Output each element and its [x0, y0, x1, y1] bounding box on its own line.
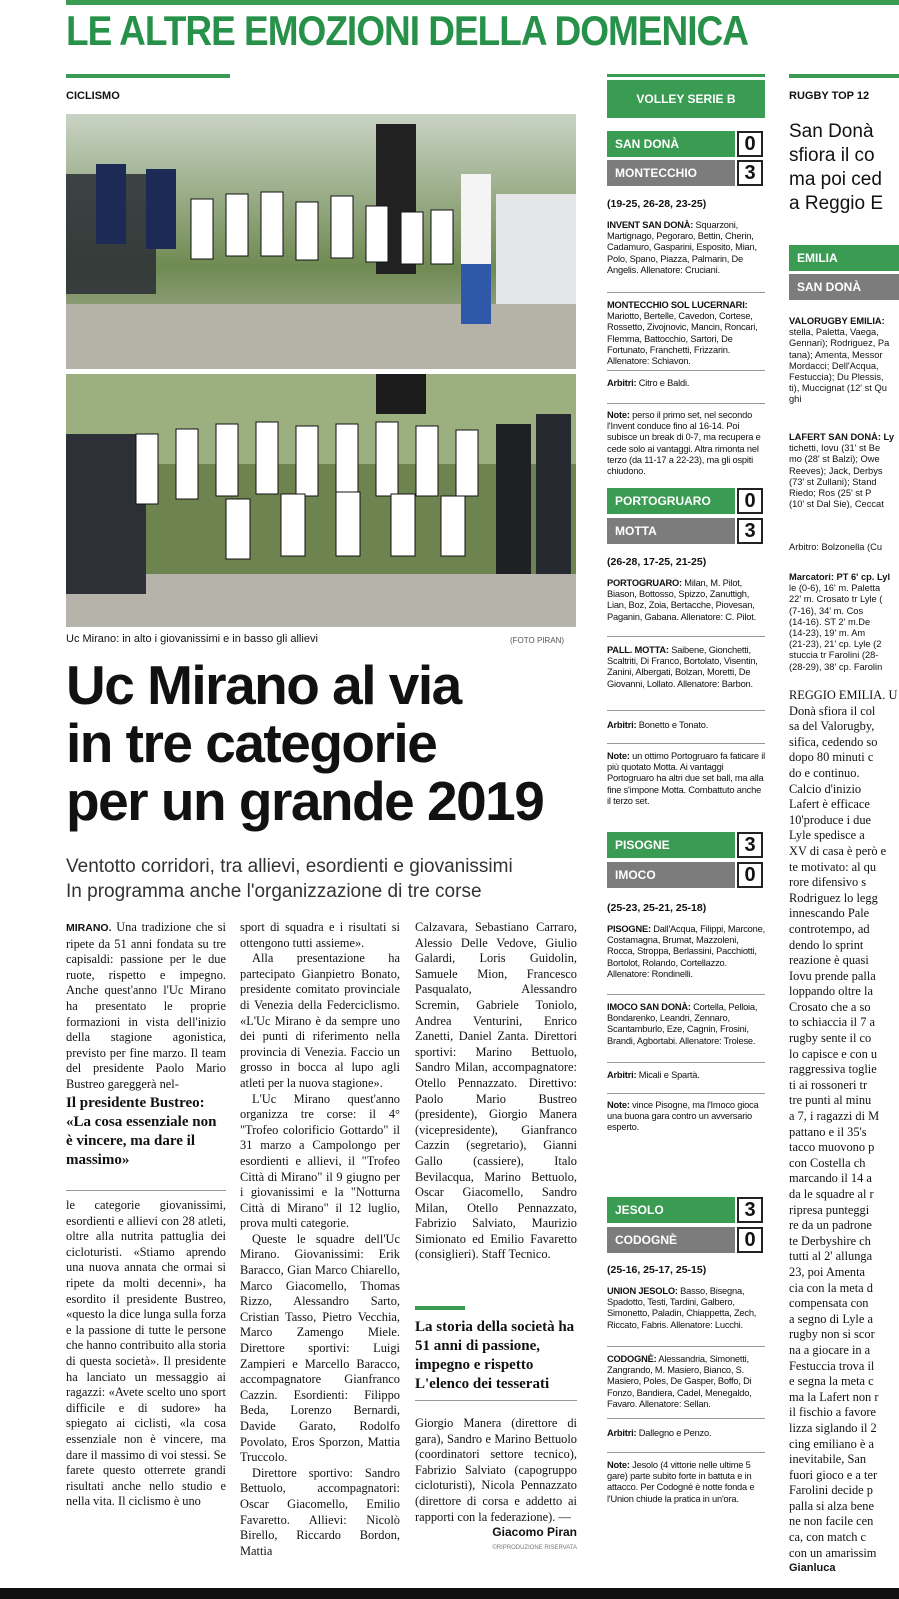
match-3-home: PISOGNE [607, 832, 735, 858]
match-1-home-score: 0 [737, 131, 763, 157]
rugby-home: EMILIA [789, 245, 899, 271]
rugby-text-line: ripresa punteggi [789, 1202, 870, 1217]
divider [607, 1452, 765, 1453]
rugby-text-line: Mordacci; Dell'Acqua, [789, 360, 879, 371]
rugby-text-line: inevitabile, San [789, 1452, 867, 1467]
rugby-text-line: (14-23), 19' m. Am [789, 628, 866, 639]
rugby-text-line: tutti al 2' allunga [789, 1249, 873, 1264]
match-2-team2: PALL. MOTTA: Saibene, Gionchetti, Scaltriti, Di Franco, Bortolato, Visentin, Zanini, Albergati, Bolzan, Moretti, De Giovanni, Lollato. Allenatore: Barbon. [607, 645, 758, 689]
match-3-note: Note: vince Pisogne, ma l'Imoco gioca una buona gara contro un avversario esperto. [607, 1100, 759, 1133]
headline-line-1: Uc Mirano al via [66, 654, 461, 716]
rugby-text-line: do e continuo. [789, 765, 860, 780]
subhead-line-1: Ventotto corridori, tra allievi, esordienti e giovanissimi [66, 856, 513, 877]
article-paragraph: Giorgio Manera (direttore di gara), Sandro e Marino Bettuolo (coordinatori settore tecnico), Fabrizio Salviato (capogruppo cicloturisti), Nicola Pennazzato (direttore di corsa e addetto ai rapporti con la federazione). — [415, 1416, 577, 1524]
rugby-text-line: to schiaccia il 7 a [789, 1015, 876, 1030]
rugby-text-line: lo capisce e con u [789, 1046, 878, 1061]
article-column-1b [66, 1198, 226, 1510]
rugby-text-line: Riedo; Ros (25' st P [789, 488, 872, 499]
rugby-text-line: sa del Valorugby, [789, 719, 875, 734]
match-1-home: SAN DONÀ [607, 131, 735, 157]
rugby-text-line: mo (28' st Balzi); Owe [789, 454, 880, 465]
match-4-away: CODOGNÈ [607, 1227, 735, 1253]
article-paragraph: Direttore sportivo: Sandro Bettuolo, accompagnatori: Oscar Giacomello, Emilio Favaretto. Allievi: Nicolò Birello, Riccardo Bordon, Mattia [240, 1465, 400, 1558]
match-1-team2: MONTECCHIO SOL LUCERNARI: Mariotto, Bertelle, Cavedon, Cortese, Rossetto, Zivojnovic, Mancin, Roncari, Flemma, Battocchio, Sartori, De Fortunato, Franchetti, Frizzarin. Allenatore: Schiavon. [607, 300, 758, 367]
copyright-note: ©RIPRODUZIONE RISERVATA [492, 1544, 577, 1551]
article-paragraph: L'Uc Mirano quest'anno organizza tre corse: il 4° "Trofeo colorificio Gottardo" il 31 marzo a Campolongo per esordienti e allievi, il "Trofeo Città di Mirano" il 9 giugno per i giovanissimi e la "Notturna Città di Mirano" il 12 luglio, prova multi categorie. [240, 1091, 400, 1231]
subhead-line-2: In programma anche l'organizzazione di tre corse [66, 881, 482, 902]
match-3-home-score: 3 [737, 832, 763, 858]
match-2-away-score: 3 [737, 518, 763, 544]
page-bottom-rule [0, 1588, 899, 1599]
rugby-text-line: stuccia tr Farolini (28- [789, 650, 879, 661]
match-3-team1: PISOGNE: Dall'Acqua, Filippi, Marcone, Costamagna, Brumat, Mazzoleni, Rocca, Stroppa, Berlassini, Pacchiotti, Bortolot, Rolando, Cortellazzo. Allenatore: Rondinelli. [607, 924, 765, 979]
rugby-text-line: le (0-6), 16' m. Paletta [789, 583, 881, 594]
match-1-away: MONTECCHIO [607, 160, 735, 186]
article-paragraph: Una tradizione che si ripete da 51 anni fondata su tre capisaldi: passione per le due ruote, rispetto e impegno. Anche quest'anno l'Uc Mirano ha presentato le proprie formazioni in vista dell'inizio della stagione agonistica, previsto per fine marzo. Il team del presidente Paolo Mario Bustreo gareggerà nel- [66, 920, 226, 1091]
rugby-text-line: con un amarissim [789, 1545, 877, 1560]
divider [607, 403, 765, 404]
volley-header: VOLLEY SERIE B [607, 80, 765, 118]
rugby-text-line: cing emiliano è a [789, 1436, 874, 1451]
quote-rule [66, 1190, 226, 1191]
rugby-text-line: sifica, cedendo so [789, 734, 878, 749]
match-1-away-score: 3 [737, 160, 763, 186]
rugby-text-line: Calcio d'inizio [789, 781, 862, 796]
rugby-text-line: fuori gioco e a ter [789, 1467, 878, 1482]
headline-line-2: in tre categorie [66, 712, 437, 774]
article-column-3b [415, 1416, 577, 1556]
match-1-arbitri: Arbitri: Citro e Baldi. [607, 378, 690, 388]
rugby-text-line: pattano e il 35's [789, 1124, 867, 1139]
rugby-text-line: na a giocare in a [789, 1342, 871, 1357]
rugby-text-line: te motivato: al qu [789, 859, 877, 874]
box-bottom-rule [415, 1400, 577, 1401]
rugby-text-line: Iovu prende palla [789, 968, 876, 983]
divider [607, 994, 765, 995]
rugby-text-line: tacco muovono p [789, 1140, 875, 1155]
rugby-text-line: dopo 80 minuti c [789, 750, 874, 765]
rugby-headline-line: ma poi ced [789, 169, 882, 190]
divider [607, 292, 765, 293]
rugby-text-line: tre punti al minu [789, 1093, 872, 1108]
article-paragraph: Alla presentazione ha partecipato Gianpietro Bonato, presidente comitato provinciale di Venezia della Federciclismo. «L'Uc Mirano è da sempre uno dei punti di riferimento nella provincia di Venezia. Faccio un grosso in bocca al lupo agli atleti per la nuova stagione». [240, 951, 400, 1090]
byline: Giacomo Piran [492, 1525, 577, 1540]
match-2-note: Note: un ottimo Portogruaro fa faticare il più quotato Motta. Ai vantaggi Portogruaro ha altri due set ball, ma alla fine s'impone Motta. Combattuto anche il terzo set. [607, 751, 765, 806]
match-2-arbitri: Arbitri: Bonetto e Tonato. [607, 720, 709, 730]
rugby-text-line: rugby sente il co [789, 1031, 872, 1046]
rugby-text-line: Marcatori: PT 6' cp. Lyl [789, 572, 891, 582]
match-4-team2: CODOGNÈ: Alessandria, Simonetti, Zangrando, M. Masiero, Bianco, S. Masiero, Poles, De Gasper, Boffo, Di Fonzo, Bandiera, Cadel, Menegaldo, Favaro. Allenatore: Sellan. [607, 1354, 752, 1409]
photo-giovanissimi [66, 114, 576, 369]
rugby-text-line: Rodriguez lo legg [789, 890, 878, 905]
rugby-text-line: tichetti, Iovu (31' st Be [789, 443, 881, 454]
rugby-text-line: rore difensivo s [789, 875, 867, 890]
divider [607, 743, 765, 744]
rugby-text-line: 22' m. Crosato tr Lyle ( [789, 594, 883, 605]
match-3-arbitri: Arbitri: Micali e Spartà. [607, 1070, 700, 1080]
rugby-headline-line: a Reggio E [789, 193, 884, 214]
rugby-text-line: dendo lo sprint [789, 937, 864, 952]
rugby-rule [789, 74, 899, 78]
subhead [66, 854, 596, 904]
divider [607, 1418, 765, 1419]
pull-quote: Il presidente Bustreo: «La cosa essenziale non è vincere, ma dare il massimo» [66, 1095, 217, 1168]
divider [607, 710, 765, 711]
rugby-text-line: con Costella ch [789, 1155, 866, 1170]
rugby-article [789, 688, 899, 1561]
box-rule [415, 1306, 465, 1310]
rugby-text-line: ma la Lafert non r [789, 1389, 879, 1404]
rugby-text-line: Donà sfiora il col [789, 703, 876, 718]
rugby-text-line: te Derbyshire ch [789, 1233, 871, 1248]
match-4-arbitri: Arbitri: Dallegno e Penzo. [607, 1428, 712, 1438]
rugby-text-line: ti ai rossoneri tr [789, 1077, 868, 1092]
rugby-text-line: XV di casa è però e [789, 843, 887, 858]
match-1-team1: INVENT SAN DONÀ: Squarzoni, Martignago, Pegoraro, Bettin, Cherin, Cadamuro, Gasparini, Esposito, Mian, Polo, Spano, Piazza, Palmarin, De Angelis. Allenatore: Cruciani. [607, 220, 757, 275]
photo-allievi [66, 374, 576, 627]
article-paragraph: Queste le squadre dell'Uc Mirano. Giovanissimi: Erik Baracco, Gian Marco Chiarello, Marco Giacomello, Thomas Rizzo, Alessandro Sarto, Cristian Tasso, Pietro Vecchia, Marco Zamengo Miele. Direttore sportivi: Luigi Zampieri e Marcello Baracco, accompagnatore Gianfranco Cazzin. Esordienti: Filippo Beda, Lorenzo Bernardi, Davide Garato, Rodolfo Povolato, Eros Sporzon, Mattia Truccolo. [240, 1231, 400, 1465]
rugby-text-line: (21-23), 21' cp. Lyle (2 [789, 639, 882, 650]
rugby-text-line: LAFERT SAN DONÀ: Ly [789, 432, 895, 442]
headline [66, 656, 586, 830]
headline-line-3: per un grande 2019 [66, 770, 544, 832]
rugby-text-line: compensata con [789, 1296, 869, 1311]
kicker-rugby: RUGBY TOP 12 [789, 90, 870, 102]
rugby-text-line: lizza siglando il 2 [789, 1420, 877, 1435]
rugby-text-line: loppando oltre la [789, 984, 873, 999]
rugby-text-line: il fischio a favore [789, 1405, 877, 1420]
section-title: LE ALTRE EMOZIONI DELLA DOMENICA [66, 8, 748, 54]
match-3-sets: (25-23, 25-21, 25-18) [607, 902, 707, 914]
rugby-text-line: Lafert è efficace [789, 797, 870, 812]
rugby-text-line: marcando il 14 a [789, 1171, 872, 1186]
rugby-text-line: cia con la meta d [789, 1280, 873, 1295]
kicker-ciclismo: CICLISMO [66, 90, 120, 102]
rugby-text-line: (14-16). ST 2' m.De [789, 616, 871, 627]
rugby-text-line: re da un padrone [789, 1218, 872, 1233]
rugby-text-line: VALORUGBY EMILIA: [789, 316, 885, 326]
match-3-team2: IMOCO SAN DONÀ: Cortella, Pelloia, Bondarenko, Leandri, Zennaro, Scantamburlo, Eze, Cagnin, Frosini, Brandi, Agbortabi. Allenatore: Trolese. [607, 1002, 758, 1046]
dateline: MIRANO. [66, 922, 112, 934]
rugby-text-line: innescando Pale [789, 906, 870, 921]
article-column-2 [240, 920, 400, 1559]
rugby-scorers [789, 572, 899, 673]
rugby-text-line: REGGIO EMILIA. U [789, 688, 898, 702]
rugby-text-line: 10'produce i due [789, 812, 872, 827]
rugby-text-line: ne non facile cen [789, 1514, 874, 1529]
rugby-text-line: rugby non si scor [789, 1327, 875, 1342]
rugby-text-line: ca, con match c [789, 1530, 867, 1545]
article-column-3 [415, 920, 577, 1263]
divider [607, 1346, 765, 1347]
rugby-text-line: 23, poi Amenta [789, 1264, 866, 1279]
match-4-home: JESOLO [607, 1197, 735, 1223]
match-2-home: PORTOGRUARO [607, 488, 735, 514]
match-3-away-score: 0 [737, 862, 763, 888]
article-column-1 [66, 920, 226, 1093]
rugby-byline: Gianluca [789, 1563, 836, 1574]
rugby-text-line: Crosato che a so [789, 999, 871, 1014]
rugby-text-line: reazione è quasi [789, 953, 869, 968]
volley-top-rule [607, 74, 765, 77]
divider [607, 1062, 765, 1063]
rugby-text-line: ghi [789, 394, 802, 405]
rugby-text-line: (7-16), 34' m. Cos [789, 605, 864, 616]
rugby-text-line: (10' st Dal Sie), Ceccat [789, 499, 884, 510]
rugby-arbitro: Arbitro: Bolzonella (Cu [789, 542, 883, 552]
match-2-sets: (26-28, 17-25, 21-25) [607, 556, 707, 568]
rugby-text-line: Festuccia); Du Plessis, [789, 372, 884, 383]
rugby-text-line: raggressiva toglie [789, 1062, 877, 1077]
rugby-headline-line: San Donà [789, 121, 874, 142]
match-4-away-score: 0 [737, 1227, 763, 1253]
article-paragraph: Calzavara, Sebastiano Carraro, Alessio Delle Vedove, Giulio Galardi, Loris Guidolin, Samuele Mion, Francesco Pasqualato, Alessandro Scremin, Gabriele Toniolo, Andrea Venturini, Enrico Zanetti, Daniel Zanta. Direttori sportivi: Marino Bettuolo, Sandro Milan, accompagnatore: Otello Pennazzato. Direttivo: Paolo Mario Bustreo (presidente), Giorgio Manera (vicepresidente), Gianfranco Cazzin (segretario), Gianni Gallo (cassiere), Italo Bevilacqua, Marino Bettuolo, Oscar Giacomello, Sandro Milan, Otello Pennazzato, Fabrizio Salviato, Maurizio Simionato ed Emilio Favaretto (consiglieri). Staff Tecnico. [415, 920, 577, 1262]
rugby-text-line: a segno di Lyle a [789, 1311, 873, 1326]
match-4-sets: (25-16, 25-17, 25-15) [607, 1264, 707, 1276]
rugby-text-line: Gennari); Rodriguez, Pa [789, 338, 890, 349]
rugby-text-line: a 7, i ragazzi di M [789, 1109, 880, 1124]
kicker-rule [66, 74, 230, 78]
article-paragraph: le categorie giovanissimi, esordienti e allievi con 28 atleti, oltre alla nutrita pattuglia dei cicloturisti. «Stiamo aprendo una nuova annata che ormai si ripete da molti decenni», ha esordito il presidente Bustreo, «questo la dice lunga sulla forza e la passione di tutte le persone che hanno contribuito alla storia di questa società». Il presidente ha lanciato un messaggio ai ragazzi: «Avete scelto uno sport difficile e di sudore» ha spiegato ai ciclisti, «la cosa essenziale non è vincere, ma dare il massimo di voi stessi. Se farete questo otterrete grandi risultati anche nello studio e nella vita. Il ciclismo è uno [66, 1198, 226, 1509]
rugby-text-line: controtempo, ad [789, 921, 870, 936]
rugby-text-line: (73' st Zullani); Stand [789, 476, 877, 487]
rugby-text-line: stella, Paletta, Vaega, [789, 327, 879, 338]
rugby-text-line: palla si alza bene [789, 1498, 874, 1513]
match-2-home-score: 0 [737, 488, 763, 514]
rugby-text-line: ti), Muccignat (12' st Qu [789, 383, 887, 394]
rugby-text-line: Reeves); Jack, Derbys [789, 465, 883, 476]
rugby-text-line: Lyle spedisce a [789, 828, 865, 843]
match-1-sets: (19-25, 26-28, 23-25) [607, 198, 707, 210]
rugby-lineup-home [789, 316, 899, 406]
divider [607, 636, 765, 637]
rugby-headline-line: sfiora il co [789, 145, 875, 166]
divider [607, 1093, 765, 1094]
match-2-away: MOTTA [607, 518, 735, 544]
top-accent-bar [66, 0, 899, 5]
match-4-team1: UNION JESOLO: Basso, Bisegna, Spadotto, Testi, Tardini, Galbero, Simonetto, Paladin, Chiappetta, Zech, Riccato, Fabris. Allenatore: Lucchi. [607, 1286, 757, 1330]
rugby-lineup-away [789, 432, 899, 510]
divider [607, 370, 765, 371]
box-heading: La storia della società ha 51 anni di passione, impegno e rispetto L'elenco dei tesserati [415, 1319, 575, 1392]
photo-credit: (FOTO PIRAN) [510, 636, 565, 645]
rugby-text-line: tana); Amenta, Messor [789, 349, 883, 360]
photo-caption: Uc Mirano: in alto i giovanissimi e in basso gli allievi [66, 633, 318, 645]
match-2-team1: PORTOGRUARO: Milan, M. Pilot, Biason, Bottosso, Spizzo, Zanuttigh, Lian, Boz, Zoia, Bertacche, Piovesan, Paganin, Gabana. Allenatore: C. Pilot. [607, 578, 756, 622]
rugby-text-line: Festuccia trova il [789, 1358, 875, 1373]
rugby-text-line: da le squadre al r [789, 1187, 874, 1201]
rugby-headline [789, 120, 899, 216]
rugby-away: SAN DONÀ [789, 274, 899, 300]
rugby-text-line: Farolini decide p [789, 1483, 873, 1498]
match-4-home-score: 3 [737, 1197, 763, 1223]
article-paragraph: sport di squadra e i risultati si ottengono tutti assieme». [240, 920, 400, 950]
match-1-note: Note: perso il primo set, nel secondo l'Invent conduce fino al 16-14. Poi subisce un break di 0-7, ma recupera e cede solo ai vantaggi. Altra rimonta nel terzo (da 11-17 a 22-23), ma gli ospiti chiudono. [607, 410, 761, 477]
rugby-text-line: e segna la meta c [789, 1374, 874, 1389]
rugby-text-line: (28-29), 38' cp. Farolin [789, 661, 883, 672]
match-4-note: Note: Jesolo (4 vittorie nelle ultime 5 gare) parte subito forte in battuta e in attacco. Per Codognè è notte fonda e l'Union chiude la pratica in un'ora. [607, 1460, 755, 1504]
match-3-away: IMOCO [607, 862, 735, 888]
